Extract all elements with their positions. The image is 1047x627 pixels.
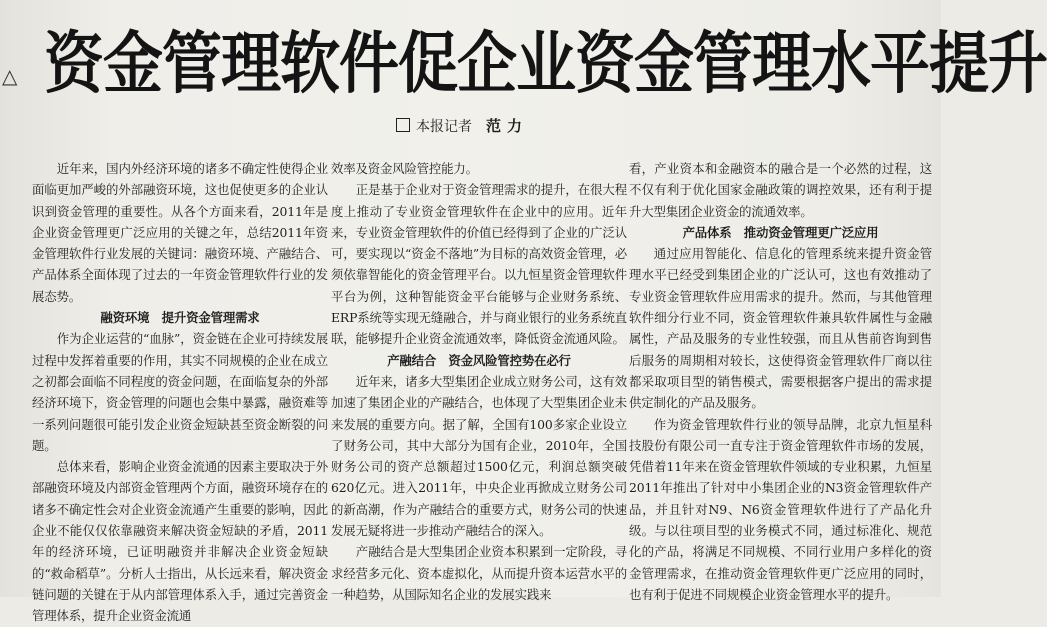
paragraph: 作为资金管理软件行业的领导品牌，北京九恒星科技股份有限公司一直专注于资金管理软件市场的发展，凭借着11年来在资金管理软件领域的专业积累，九恒星2011年推出了针对中小集团企业的N3资金管理软件产品，并且针对N9、N6资金管理软件进行了产品化升级。与以往项目型的业务模式不同，通过标准化、规范化的产品，将满足不同规模、不同行业用户多样化的资金管理需求，在推动资金管理软件更广泛应用的同时，也有利于促进不同规模企业资金管理水平的提升。 [629, 416, 932, 602]
paragraph: 看，产业资本和金融资本的融合是一个必然的过程，这不仅有利于优化国家金融政策的调控效果，还有利于提升大型集团企业资金的流通效率。 [629, 161, 932, 219]
paragraph: 通过应用智能化、信息化的管理系统来提升资金管理水平已经受到集团企业的广泛认可，这也有效推动了专业资金管理软件应用需求的提升。然而，与其他管理软件细分行业不同，资金管理软件兼具软件属性与金融属性，产品及服务的专业性较强，而且从售前咨询到售后服务的周期相对较长，这使得资金管理软件厂商以往都采取项目型的销售模式，需要根据客户提出的需求提供定制化的产品及服务。 [629, 246, 932, 411]
paragraph: 近年来，诸多大型集团企业成立财务公司，这有效加速了集团企业的产融结合，也体现了大型集团企业未来发展的重要方向。据了解，全国有100多家企业设立了财务公司，其中大部分为国有企业，2010年，全国财务公司的资产总额超过1500亿元，利润总额突破620亿元。进入2011年，中央企业再掀成立财务公司的新高潮，作为产融结合的重要方式，财务公司的快速发展无疑将进一步推动产融结合的深入。 [331, 373, 627, 539]
paragraph: 作为企业运营的“血脉”，资金链在企业可持续发展过程中发挥着重要的作用，其实不同规模的企业在成立之初都会面临不同程度的资金问题，在面临复杂的外部经济环境下，资金管理的问题也会集中暴露，融资难等一系列问题很可能引发企业资金短缺甚至资金断裂的问题。 [32, 331, 328, 453]
paragraph: 近年来，国内外经济环境的诸多不确定性使得企业面临更加严峻的外部融资环境，这也促使更多的企业认识到资金管理的重要性。从各个方面来看，2011年是企业资金管理更广泛应用的关键之年，总结2011年资金管理软件行业发展的关键词：融资环境、产融结合、产品体系全面体现了过去的一年资金管理软件行业的发展态势。 [32, 161, 328, 304]
article-headline: 资金管理软件促企业资金管理水平提升 [44, 24, 1047, 104]
triangle-marker-icon: △ [2, 64, 18, 88]
byline [396, 114, 528, 138]
paragraph: 产融结合是大型集团企业资本积累到一定阶段，寻求经营多元化、资本虚拟化，从而提升资本运营水平的一种趋势，从国际知名企业的发展实践来 [331, 544, 627, 602]
article-column-2 [331, 158, 627, 602]
paragraph: 总体来看，影响企业资金流通的因素主要取决于外部融资环境及内部资金管理两个方面，融资环境存在的诸多不确定性会对企业资金流通产生重要的影响，因此企业不能仅仅依靠融资来解决资金短缺的矛盾，2011年的经济环境，已证明融资并非解决企业资金短缺的“救命稻草”。分析人士指出，从长远来看，解决资金链问题的关键在于从内部管理体系入手，通过完善资金管理体系，提升企业资金流通 [32, 459, 328, 624]
reporter-label: 本报记者 [416, 119, 472, 135]
paragraph: 正是基于企业对于资金管理需求的提升，在很大程度上推动了专业资金管理软件在企业中的应用。近年来，专业资金管理软件的价值已经得到了企业的广泛认可，要实现以“资金不落地”为目标的高效资金管理，必须依靠智能化的资金管理平台。以九恒星资金管理软件平台为例，这种智能资金平台能够与企业财务系统、ERP系统等实现无缝融合，并与商业银行的业务系统直联，能够提升企业资金流通效率，降低资金流通风险。 [331, 182, 627, 347]
square-box-icon [396, 118, 410, 132]
article-column-1 [32, 158, 328, 624]
paragraph: 效率及资金风险管控能力。 [331, 161, 478, 176]
section-heading: 产品体系 推动资金管理更广泛应用 [682, 224, 879, 240]
section-heading: 融资环境 提升资金管理需求 [100, 310, 260, 326]
section-heading: 产融结合 资金风险管控势在必行 [387, 352, 571, 368]
article-column-3 [629, 158, 932, 602]
reporter-name: 范力 [486, 117, 529, 135]
